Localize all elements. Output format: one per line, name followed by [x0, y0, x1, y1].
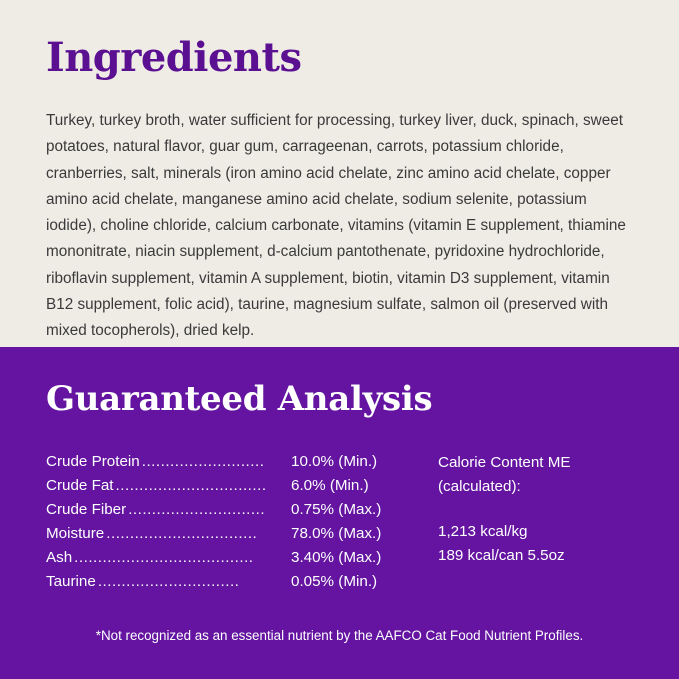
nutrient-name-cell — [46, 473, 291, 497]
nutrient-label: Moisture — [46, 524, 105, 542]
table-row — [46, 473, 416, 497]
leader-dots: .............................. — [97, 572, 240, 590]
leader-dots: ............................. — [128, 500, 266, 518]
leader-dots: .......................... — [141, 452, 265, 470]
footnote-text: *Not recognized as an essential nutrient by the AAFCO Cat Food Nutrient Profiles. — [95, 628, 584, 643]
ingredients-heading: Ingredients — [46, 34, 302, 81]
nutrient-value: 6.0% (Min.) — [291, 476, 369, 494]
nutrient-table — [46, 449, 416, 593]
guaranteed-analysis-heading: Guaranteed Analysis — [46, 379, 433, 419]
nutrient-label: Crude Fat — [46, 476, 114, 494]
calorie-values — [438, 520, 571, 567]
nutrient-value: 78.0% (Max.) — [291, 524, 382, 542]
nutrient-name-cell — [46, 497, 291, 521]
table-row — [46, 545, 416, 569]
table-row — [46, 449, 416, 473]
nutrient-value: 3.40% (Max.) — [291, 548, 382, 566]
leader-dots: ...................................... — [74, 548, 254, 566]
nutrient-label: Crude Protein — [46, 452, 140, 470]
nutrient-value: 10.0% (Min.) — [291, 452, 378, 470]
table-row — [46, 521, 416, 545]
calorie-value-per-can: 189 kcal/can 5.5oz — [438, 546, 565, 564]
nutrient-value: 0.75% (Max.) — [291, 500, 382, 518]
analysis-content — [46, 449, 633, 593]
nutrient-label: Ash — [46, 548, 73, 566]
calorie-label-line2: (calculated): — [438, 477, 521, 495]
leader-dots: ................................ — [106, 524, 258, 542]
table-row — [46, 569, 416, 593]
calorie-value-per-kg: 1,213 kcal/kg — [438, 523, 528, 541]
calorie-label-line1: Calorie Content ME — [438, 454, 571, 471]
table-row — [46, 497, 416, 521]
nutrient-label: Taurine — [46, 572, 96, 590]
calorie-content-block — [438, 449, 571, 593]
nutrient-name-cell — [46, 521, 291, 545]
nutrient-label: Crude Fiber — [46, 500, 127, 518]
nutrient-name-cell — [46, 449, 291, 473]
leader-dots: ................................ — [115, 476, 267, 494]
nutrient-name-cell — [46, 545, 291, 569]
nutrient-name-cell — [46, 569, 291, 593]
guaranteed-analysis-panel — [0, 347, 679, 679]
nutrient-value: 0.05% (Min.) — [291, 572, 378, 590]
ingredients-text: Turkey, turkey broth, water sufficient for processing, turkey liver, duck, spinach, sweet potatoes, natural flavor, guar gum, carrageenan, carrots, potassium chloride, cranberries, salt, minerals (iron amino acid chelate, zinc amino acid chelate, copper amino acid chelate, manganese amino acid chelate, sodium selenite, potassium iodide), choline chloride, calcium carbonate, vitamins (vitamin E supplement, thiamine mononitrate, niacin supplement, d-calcium pantothenate, pyridoxine hydrochloride, riboflavin supplement, vitamin A supplement, biotin, vitamin D3 supplement, vitamin B12 supplement, folic acid), taurine, magnesium sulfate, salmon oil (preserved with mixed tocopherols), dried kelp. — [46, 112, 626, 340]
